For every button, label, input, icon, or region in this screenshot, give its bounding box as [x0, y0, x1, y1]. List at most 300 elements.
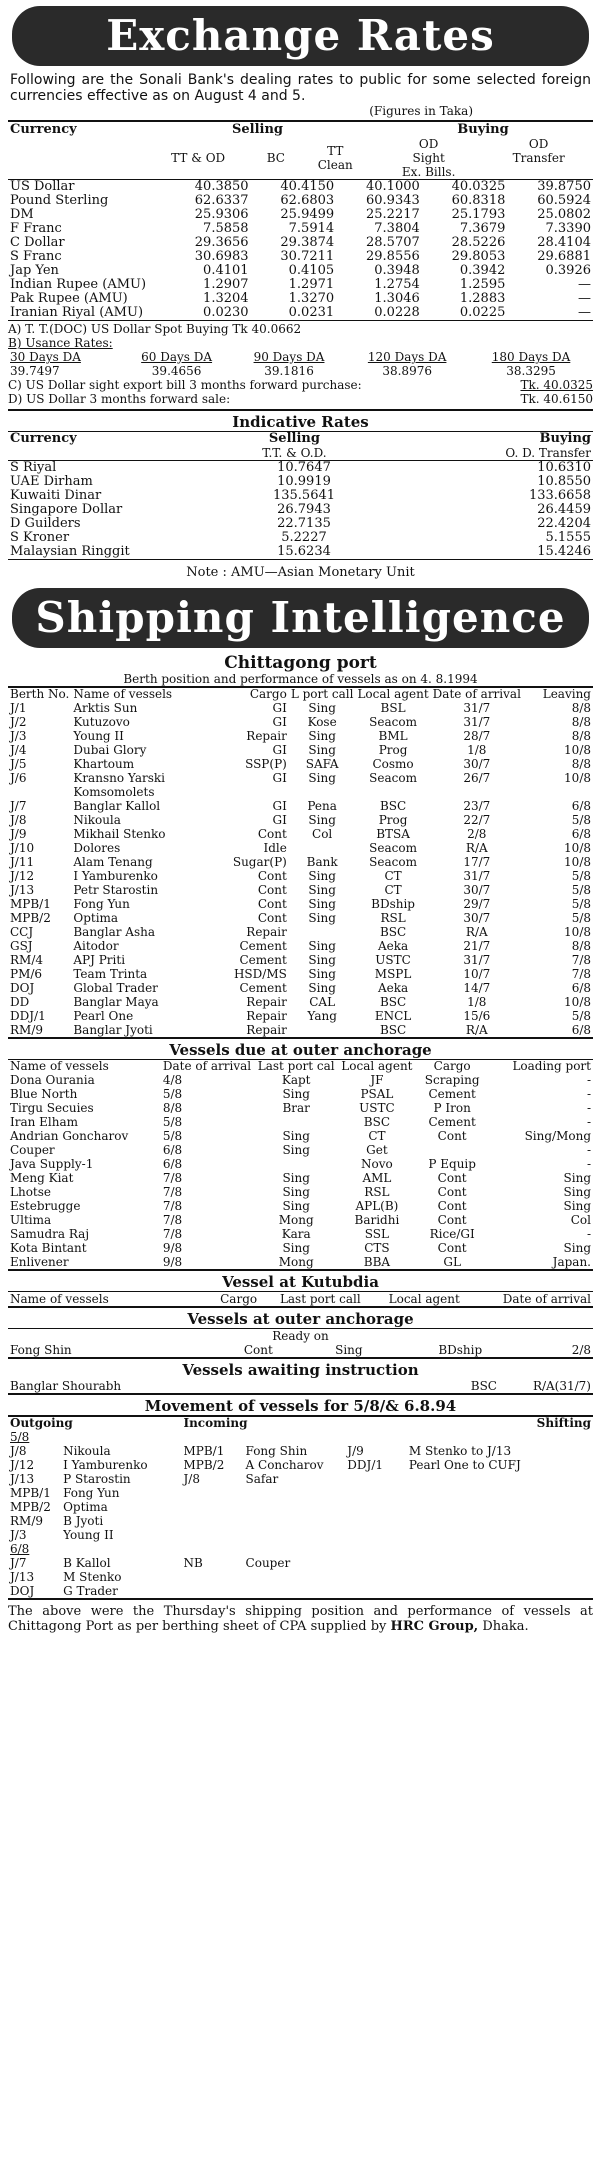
rate-value: 0.3942	[459, 263, 506, 278]
due-cell: Cont	[437, 1129, 467, 1143]
berth-cell: BDship	[371, 897, 415, 911]
amu-note: Note : AMU—Asian Monetary Unit	[186, 565, 415, 580]
exchange-row	[8, 306, 593, 320]
berth-cell: Team Trinta	[73, 967, 148, 981]
berth-cell: GI	[272, 743, 287, 757]
berth-row	[8, 701, 593, 715]
berth-cell: R/A	[465, 925, 488, 939]
due-row	[8, 1213, 593, 1227]
due-cell: Cement	[428, 1087, 476, 1101]
due-cell: Andrian Goncharov	[10, 1129, 129, 1143]
rate-value: 29.6881	[537, 249, 591, 264]
movement-cell	[181, 1570, 243, 1584]
berth-cell: BTSA	[376, 827, 410, 841]
berth-row	[8, 855, 593, 869]
movement-cell: 5/8	[10, 1430, 30, 1444]
buying-value: 26.4459	[537, 502, 591, 517]
selling-value: 26.7943	[277, 502, 331, 517]
berth-cell: Col	[312, 827, 333, 841]
berth-cell: J/3	[10, 729, 27, 743]
currency-name: C Dollar	[10, 235, 65, 250]
currency-name: Kuwaiti Dinar	[10, 488, 102, 503]
movement-cell	[181, 1542, 243, 1556]
due-cell: CT	[368, 1129, 386, 1143]
berth-cell: Cont	[257, 897, 287, 911]
due-cell: 9/8	[162, 1241, 183, 1255]
exchange-row	[8, 292, 593, 306]
due-col-header: Date of arrival	[162, 1059, 252, 1073]
shipping-banner: Shipping Intelligence	[12, 588, 589, 648]
outer-table	[8, 1343, 593, 1357]
berth-cell: 10/8	[564, 855, 591, 869]
movement-cell	[345, 1472, 407, 1486]
rate-value: 25.9499	[280, 207, 335, 222]
movement-table	[8, 1417, 593, 1598]
sub-tt-od: TT & OD	[171, 151, 226, 165]
movement-cell	[181, 1514, 243, 1528]
usance-label: 120 Days DA	[367, 350, 447, 364]
movement-incoming: Incoming	[183, 1416, 248, 1430]
movement-cell	[244, 1584, 346, 1598]
due-row	[8, 1101, 593, 1115]
berth-cell: CT	[384, 883, 402, 897]
rate-value: 40.3850	[194, 179, 249, 194]
rate-value: 28.5226	[451, 235, 506, 250]
await-arrival: R/A(31/7)	[532, 1379, 591, 1393]
movement-row	[8, 1514, 593, 1528]
due-cell: P Iron	[433, 1101, 471, 1115]
berth-cell: Cement	[239, 953, 287, 967]
due-cell: -	[586, 1087, 591, 1101]
movement-cell: P Starostin	[63, 1472, 131, 1486]
await-agent: BSC	[470, 1379, 497, 1393]
berth-row	[8, 995, 593, 1009]
rate-value: 29.3874	[280, 235, 335, 250]
berth-cell: Cont	[257, 911, 287, 925]
usance-table	[8, 350, 593, 378]
exchange-row	[8, 264, 593, 278]
movement-shifting: Shifting	[536, 1416, 591, 1430]
movement-cell	[244, 1542, 346, 1556]
berth-cell: 30/7	[463, 757, 491, 771]
due-cell: Kapt	[281, 1073, 311, 1087]
berth-cell: Seacom	[369, 771, 417, 785]
movement-cell	[181, 1584, 243, 1598]
ind-col-currency: Currency	[10, 431, 77, 446]
movement-cell: B Kallol	[63, 1556, 111, 1570]
berth-cell: 8/8	[571, 939, 591, 953]
outer-cell: 2/8	[571, 1343, 591, 1357]
rate-value: 39.8750	[537, 179, 591, 194]
berth-row	[8, 813, 593, 827]
berth-cell: BSC	[379, 1023, 407, 1037]
rate-value: —	[578, 305, 591, 320]
col-buying: Buying	[457, 122, 509, 137]
berth-col-header: Date of arrival	[432, 687, 521, 701]
berth-cell: Cont	[257, 869, 287, 883]
berth-cell: Banglar Kallol	[73, 799, 161, 813]
usance-value: 38.8976	[382, 364, 432, 378]
movement-cell	[181, 1500, 243, 1514]
berth-cell: 6/8	[571, 827, 591, 841]
movement-cell: Safar	[245, 1472, 279, 1486]
due-cell: Sing	[563, 1185, 591, 1199]
berth-cell: CT	[384, 869, 402, 883]
berth-row	[8, 1023, 593, 1037]
outer-ready: Ready on	[272, 1329, 329, 1343]
berth-cell: Sing	[308, 967, 336, 981]
berth-cell: J/13	[10, 883, 35, 897]
movement-cell	[407, 1542, 593, 1556]
movement-cell: J/13	[10, 1570, 35, 1584]
rate-value: —	[578, 291, 591, 306]
rate-value: 40.0325	[451, 179, 506, 194]
exchange-rates-banner: Exchange Rates	[12, 6, 589, 66]
movement-cell: J/3	[10, 1528, 27, 1542]
indicative-rows	[8, 461, 593, 559]
due-row	[8, 1073, 593, 1087]
exchange-row	[8, 208, 593, 222]
due-cell: 6/8	[162, 1157, 183, 1171]
due-cell: 7/8	[162, 1171, 183, 1185]
due-cell: 5/8	[162, 1087, 183, 1101]
currency-name: Jap Yen	[10, 263, 59, 278]
due-cell: CTS	[364, 1241, 390, 1255]
due-cell: Sing	[282, 1199, 310, 1213]
berth-cell: CCJ	[10, 925, 34, 939]
movement-cell	[345, 1584, 407, 1598]
berth-cell: 31/7	[463, 869, 491, 883]
shipping-footer	[8, 1604, 593, 1634]
movement-cell	[244, 1570, 346, 1584]
movement-cell	[244, 1486, 346, 1500]
due-title: Vessels due at outer anchorage	[169, 1041, 432, 1059]
due-cell: Blue North	[10, 1087, 78, 1101]
rate-value: 0.4101	[203, 263, 249, 278]
berth-cell: J/4	[10, 743, 27, 757]
berth-row	[8, 911, 593, 925]
berth-cell: 23/7	[463, 799, 491, 813]
due-cell: Cement	[428, 1115, 476, 1129]
currency-name: F Franc	[10, 221, 62, 236]
currency-name: US Dollar	[10, 179, 75, 194]
berth-cell: Bank	[306, 855, 338, 869]
berth-cell: Sing	[308, 701, 336, 715]
berth-cell: MPB/1	[10, 897, 51, 911]
berth-row	[8, 841, 593, 855]
selling-value: 15.6234	[277, 544, 331, 559]
usance-value: 39.4656	[151, 364, 202, 378]
berth-cell	[289, 841, 356, 855]
rate-value: 28.4104	[537, 235, 591, 250]
usance-value: 38.3295	[506, 364, 556, 378]
berth-cell	[289, 1023, 356, 1037]
berth-cell: Cement	[239, 939, 287, 953]
movement-cell: DDJ/1	[347, 1458, 384, 1472]
berth-row	[8, 743, 593, 757]
movement-cell: A Concharov	[245, 1458, 324, 1472]
berth-row	[8, 869, 593, 883]
due-cell: Cont	[437, 1199, 467, 1213]
berth-cell: 10/8	[564, 771, 591, 785]
usance-label: 30 Days DA	[10, 350, 81, 364]
due-cell: P Equip	[428, 1157, 476, 1171]
berth-cell: DD	[10, 995, 30, 1009]
rate-value: 1.3270	[288, 291, 335, 306]
due-cell: 5/8	[162, 1115, 183, 1129]
movement-cell	[181, 1528, 243, 1542]
rate-value: 0.0230	[203, 305, 249, 320]
due-cell: Cont	[437, 1185, 467, 1199]
movement-cell	[407, 1528, 593, 1542]
selling-value: 135.5641	[272, 488, 336, 503]
berth-cell: 2/8	[467, 827, 487, 841]
rate-value: 29.8053	[451, 249, 506, 264]
sub-od2: OD	[528, 137, 549, 151]
movement-cell: MPB/1	[183, 1444, 225, 1458]
berth-cell: J/6	[10, 771, 27, 785]
rate-value: 7.3804	[374, 221, 420, 236]
berth-cell: GI	[272, 771, 287, 785]
due-col-header: Loading port	[512, 1059, 591, 1073]
berth-cell: J/10	[10, 841, 35, 855]
due-cell: Kara	[281, 1227, 311, 1241]
due-row	[8, 1185, 593, 1199]
berth-row	[8, 953, 593, 967]
rate-value: 40.1000	[366, 179, 420, 194]
indicative-row	[8, 531, 593, 545]
note-a: A) T. T.(DOC) US Dollar Spot Buying Tk 40.0662	[8, 322, 302, 336]
currency-name: Singapore Dollar	[10, 502, 123, 517]
movement-cell: J/7	[10, 1556, 27, 1570]
berth-cell: Sing	[308, 883, 336, 897]
berth-cell: 6/8	[571, 799, 591, 813]
due-cell: Iran Elham	[10, 1115, 79, 1129]
movement-cell: J/9	[347, 1444, 364, 1458]
rate-value: 29.8556	[366, 249, 420, 264]
rate-value: 7.3390	[545, 221, 591, 236]
berth-row	[8, 757, 593, 771]
due-cell: Kota Bintant	[10, 1241, 87, 1255]
berth-row	[8, 1009, 593, 1023]
movement-cell: M Stenko	[63, 1570, 122, 1584]
kutubdia-table	[8, 1292, 593, 1306]
movement-cell: J/8	[10, 1444, 27, 1458]
movement-cell: Optima	[63, 1500, 108, 1514]
movement-cell	[407, 1556, 593, 1570]
berth-row	[8, 715, 593, 729]
buying-value: 10.6310	[537, 460, 591, 475]
berth-cell: Pena	[307, 799, 337, 813]
selling-value: 5.2227	[281, 530, 327, 545]
berth-cell: MPB/2	[10, 911, 51, 925]
berth-cell: BSC	[379, 995, 407, 1009]
movement-row	[8, 1528, 593, 1542]
berth-cell: Cosmo	[372, 757, 414, 771]
movement-cell	[407, 1584, 593, 1598]
indicative-row	[8, 489, 593, 503]
berth-cell: J/8	[10, 813, 27, 827]
movement-cell	[244, 1500, 346, 1514]
due-cell: 7/8	[162, 1213, 183, 1227]
berth-cell: 26/7	[463, 771, 491, 785]
movement-cell	[61, 1542, 181, 1556]
berth-cell: Optima	[73, 911, 119, 925]
berth-cell: DDJ/1	[10, 1009, 46, 1023]
berth-cell: HSD/MS	[233, 967, 287, 981]
currency-name: Pound Sterling	[10, 193, 109, 208]
due-cell: AML	[362, 1171, 392, 1185]
exchange-rows	[8, 180, 593, 320]
rate-value: 25.1793	[451, 207, 506, 222]
due-cell: Brar	[282, 1101, 310, 1115]
due-cell: APL(B)	[355, 1199, 399, 1213]
berth-cell: USTC	[375, 953, 411, 967]
due-cell: Ultima	[10, 1213, 52, 1227]
due-cell: 7/8	[162, 1199, 183, 1213]
movement-cell: I Yamburenko	[63, 1458, 148, 1472]
due-cell: BSC	[363, 1115, 391, 1129]
berth-cell: 17/7	[463, 855, 491, 869]
due-cell: Cont	[437, 1241, 467, 1255]
indicative-row	[8, 461, 593, 475]
due-row	[8, 1115, 593, 1129]
berth-cell: J/1	[10, 701, 27, 715]
berth-row	[8, 967, 593, 981]
movement-cell: Nikoula	[63, 1444, 111, 1458]
berth-cell: GI	[272, 813, 287, 827]
berth-cell: Seacom	[369, 855, 417, 869]
indicative-title: Indicative Rates	[232, 413, 369, 431]
indicative-row	[8, 503, 593, 517]
rate-value: 30.6983	[194, 249, 249, 264]
berth-cell: Repair	[246, 995, 287, 1009]
due-cell: Baridhi	[354, 1213, 400, 1227]
berth-cell: Global Trader	[73, 981, 158, 995]
berth-cell: J/5	[10, 757, 27, 771]
col-selling: Selling	[231, 122, 284, 137]
sub-od: OD	[418, 137, 439, 151]
berth-cell: 29/7	[463, 897, 491, 911]
berth-cell: 8/8	[571, 729, 591, 743]
berth-cell: 21/7	[463, 939, 491, 953]
berth-cell: Nikoula	[73, 813, 121, 827]
movement-cell: Couper	[245, 1556, 291, 1570]
berth-cell: Sugar(P)	[232, 855, 287, 869]
berth-cell: J/9	[10, 827, 27, 841]
rate-value: 25.2217	[366, 207, 420, 222]
due-cell: Get	[366, 1143, 388, 1157]
due-cell: USTC	[359, 1101, 395, 1115]
due-cell: Java Supply-1	[10, 1157, 94, 1171]
berth-cell: Petr Starostin	[73, 883, 159, 897]
berth-cell: 10/8	[564, 743, 591, 757]
due-cell: 6/8	[162, 1143, 183, 1157]
movement-cell: G Trader	[63, 1584, 118, 1598]
berth-cell: 14/7	[463, 981, 491, 995]
outer-cell: Cont	[243, 1343, 273, 1357]
berth-cell: BSC	[379, 799, 407, 813]
berth-cell: RSL	[380, 911, 406, 925]
berth-cell: Repair	[246, 1023, 287, 1037]
kutubdia-col-header: Last port call	[279, 1292, 361, 1306]
note-c-value: Tk. 40.0325	[520, 378, 593, 392]
ind-sub-od-transfer: O. D. Transfer	[505, 446, 591, 460]
kutubdia-col-header: Name of vessels	[10, 1292, 109, 1306]
movement-cell: M Stenko to J/13	[408, 1444, 512, 1458]
movement-cell	[407, 1500, 593, 1514]
movement-cell: DOJ	[10, 1584, 35, 1598]
rate-value: 62.6803	[280, 193, 335, 208]
movement-row	[8, 1556, 593, 1570]
movement-cell	[345, 1528, 407, 1542]
berth-cell: 7/8	[571, 967, 591, 981]
berth-cell: 10/8	[564, 841, 591, 855]
berth-cell: Sing	[308, 869, 336, 883]
due-cell: Sing	[282, 1241, 310, 1255]
berth-cell: Sing	[308, 771, 336, 785]
berth-cell: Cont	[257, 883, 287, 897]
rate-value: 60.9343	[366, 193, 420, 208]
berth-cell: J/12	[10, 869, 35, 883]
berth-cell: 31/7	[463, 953, 491, 967]
berth-cell: J/11	[10, 855, 35, 869]
indicative-table	[8, 432, 593, 460]
ind-col-selling: Selling	[268, 431, 320, 446]
berth-cell: Kutuzovo	[73, 715, 130, 729]
due-cell: Sing	[563, 1241, 591, 1255]
rate-value: 0.0231	[288, 305, 335, 320]
buying-value: 22.4204	[537, 516, 591, 531]
berth-cell: Khartoum	[73, 757, 135, 771]
due-cell: BBA	[363, 1255, 391, 1269]
movement-cell: NB	[183, 1556, 203, 1570]
movement-cell: Fong Yun	[63, 1486, 120, 1500]
berth-cell	[523, 785, 593, 799]
usance-value: 39.7497	[10, 364, 60, 378]
buying-value: 10.8550	[537, 474, 591, 489]
due-cell: Mong	[278, 1213, 314, 1227]
berth-row	[8, 799, 593, 813]
berth-cell: I Yamburenko	[73, 869, 158, 883]
berth-cell: Aeka	[377, 981, 409, 995]
berth-cell: J/7	[10, 799, 27, 813]
berth-cell: Prog	[378, 743, 408, 757]
berth-table	[8, 688, 593, 1037]
berth-cell: 8/8	[571, 715, 591, 729]
due-cell: -	[586, 1227, 591, 1241]
due-cell: 4/8	[162, 1073, 183, 1087]
berth-cell: GSJ	[10, 939, 33, 953]
rate-value: 25.0802	[537, 207, 591, 222]
rate-value: 7.5858	[203, 221, 249, 236]
berth-cell: Fong Yun	[73, 897, 130, 911]
berth-cell	[289, 925, 356, 939]
due-cell: Samudra Raj	[10, 1227, 90, 1241]
berth-cell: Sing	[308, 939, 336, 953]
await-title: Vessels awaiting instruction	[182, 1361, 419, 1379]
berth-cell: 7/8	[571, 953, 591, 967]
due-row	[8, 1157, 593, 1171]
due-cell: 9/8	[162, 1255, 183, 1269]
currency-name: Indian Rupee (AMU)	[10, 277, 147, 292]
movement-cell	[407, 1570, 593, 1584]
berth-col-header: Berth No.	[10, 687, 70, 701]
berth-col-header: Local agent	[357, 687, 429, 701]
berth-cell: Yang	[307, 1009, 337, 1023]
rate-value: 0.3948	[374, 263, 420, 278]
footer-end: Dhaka.	[482, 1619, 529, 1634]
